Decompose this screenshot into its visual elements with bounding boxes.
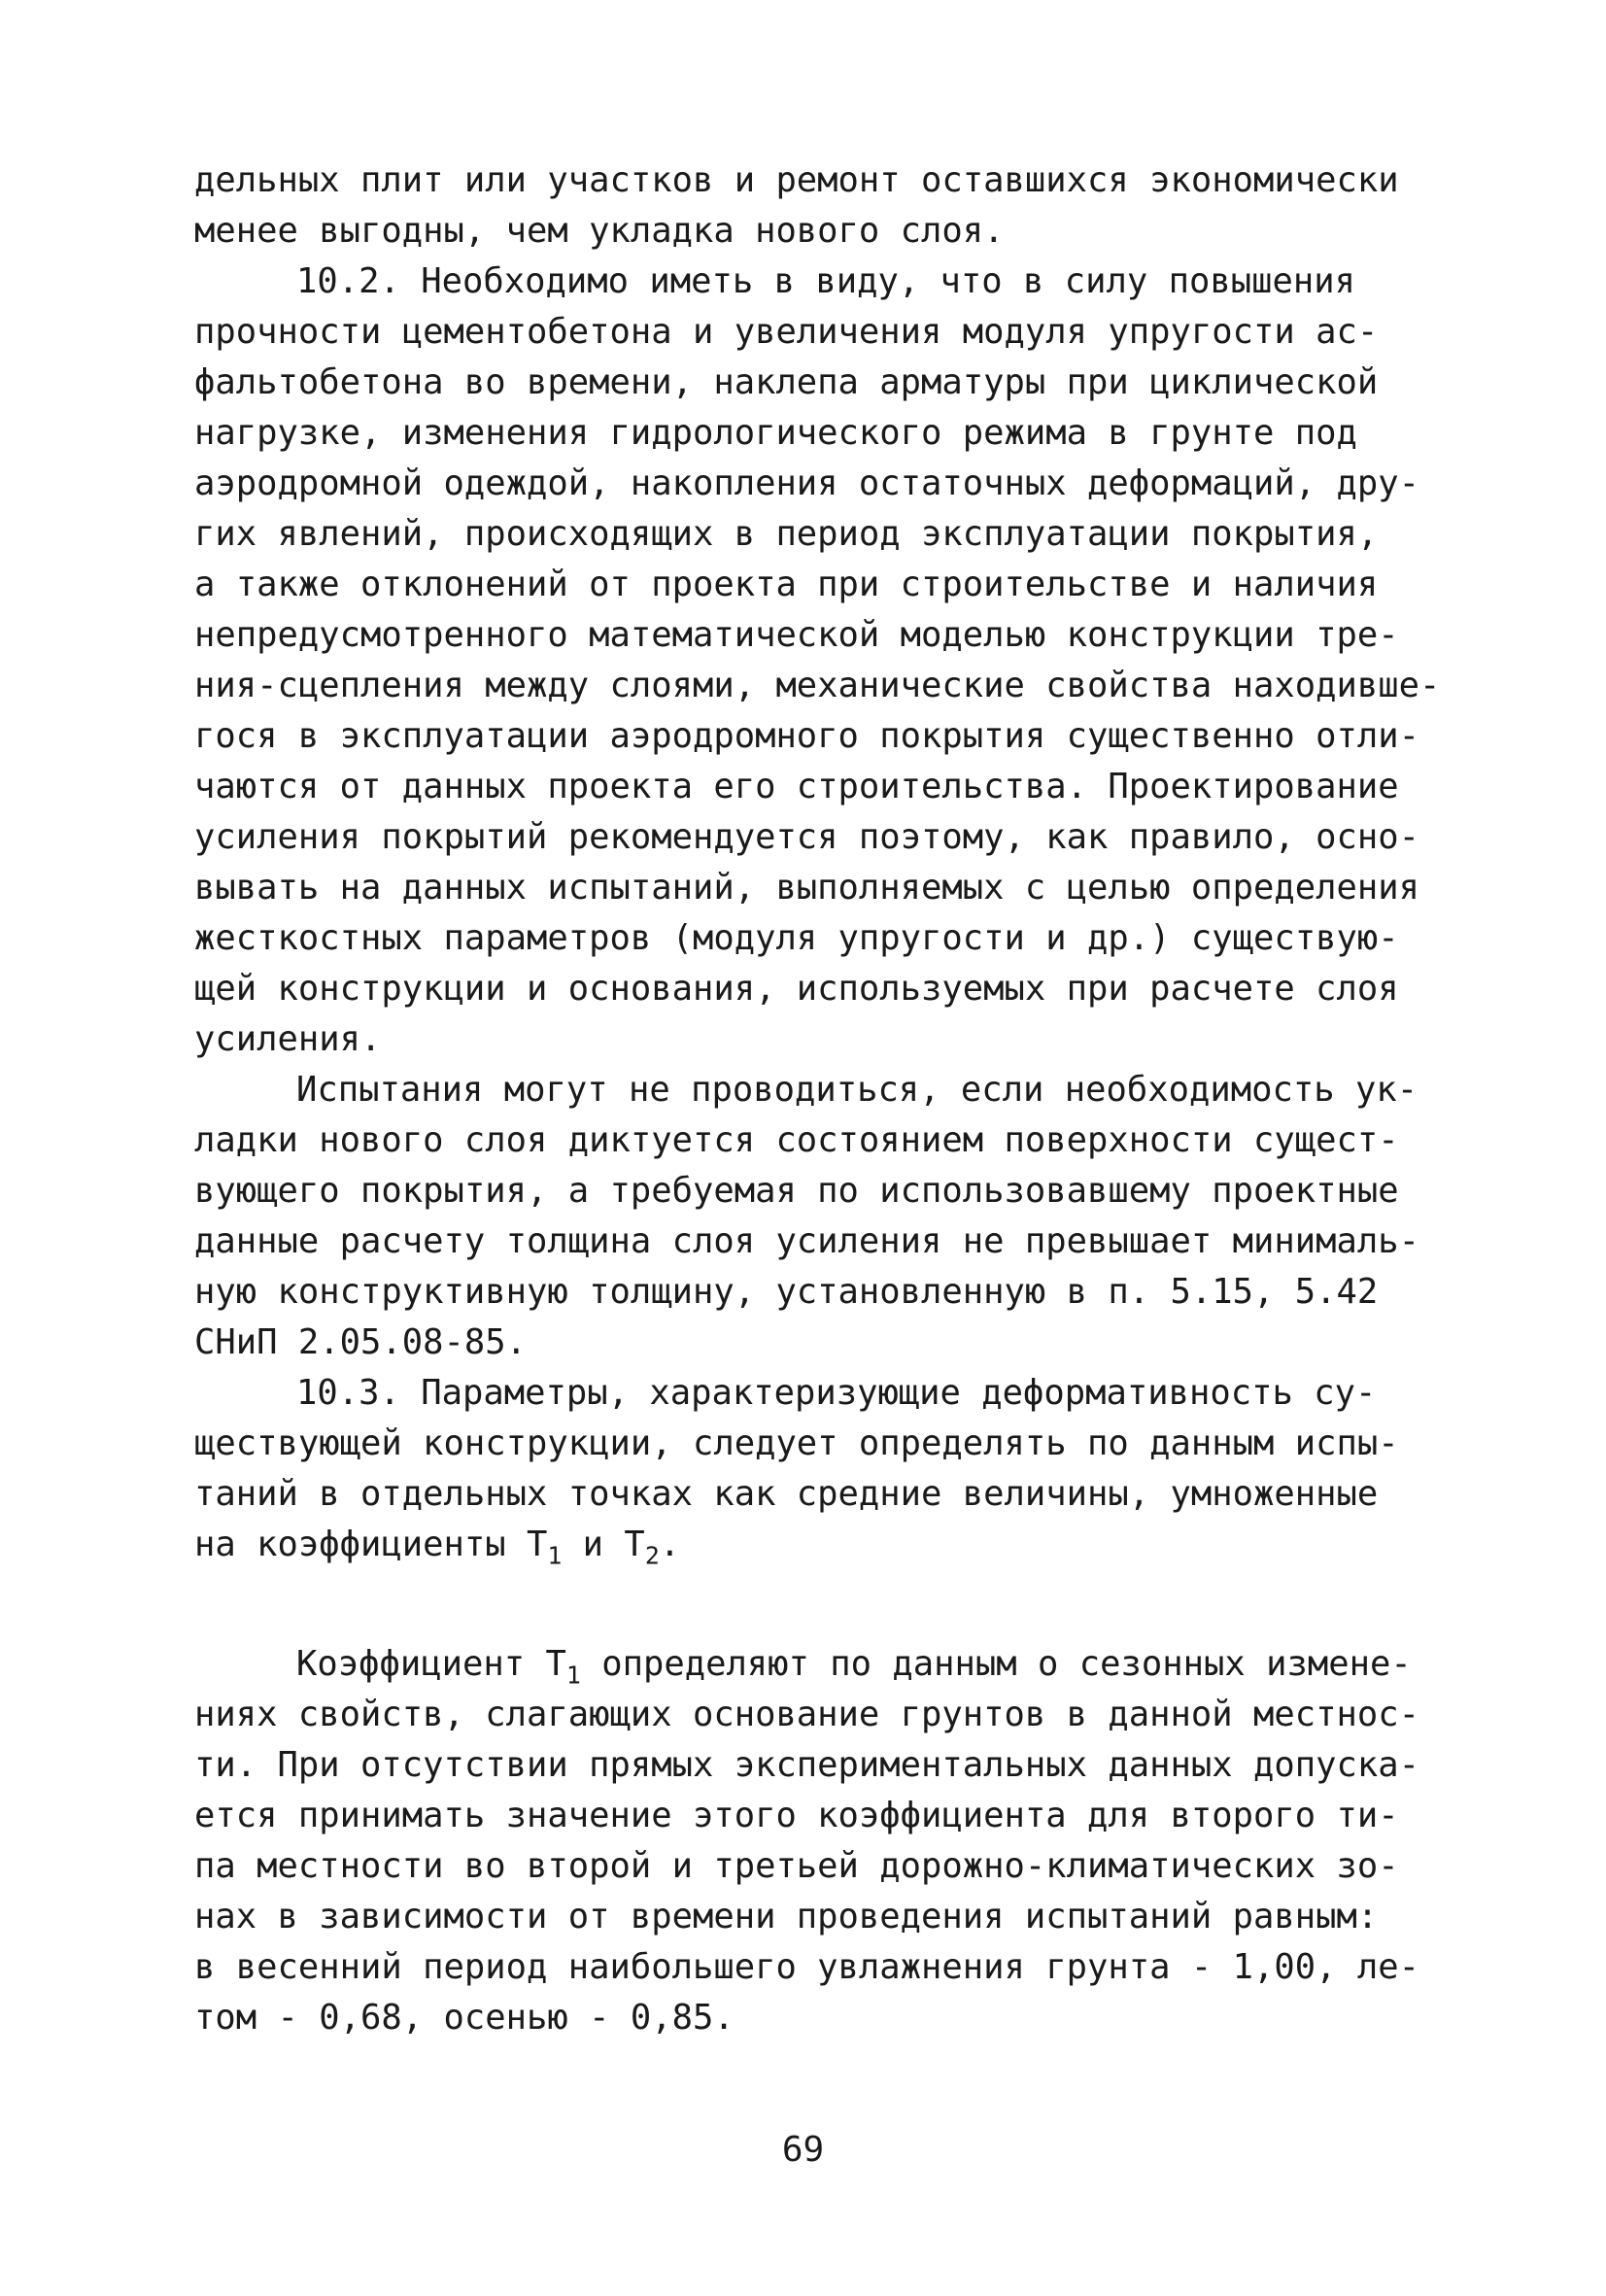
text-line: аэродромной одеждой, накопления остаточных деформаций, дру- [194, 463, 1419, 503]
text-line: ти. При отсутствии прямых экспериментальных данных допуска- [194, 1745, 1419, 1785]
text-line-with-subscripts [194, 1525, 681, 1570]
text-line: СНиП 2.05.08-85. [194, 1322, 527, 1362]
text-line: 10.2. Необходимо иметь в виду, что в силу повышения [296, 261, 1356, 301]
text-line: таний в отдельных точках как средние величины, умноженные [194, 1474, 1379, 1514]
coefficients-text: на коэффициенты T [194, 1525, 548, 1564]
text-line: Испытания могут не проводиться, если необходимость ук- [296, 1070, 1418, 1110]
text-line: гих явлений, происходящих в период эксплуатации покрытия, [194, 514, 1379, 554]
text-line: жесткостных параметров (модуля упругости и др.) существую- [194, 918, 1399, 958]
text-line: ния-сцепления между слоями, механические свойства находивше- [194, 666, 1441, 705]
text-line: усиления покрытий рекомендуется поэтому, как правило, осно- [194, 817, 1419, 857]
text-line: прочности цементобетона и увеличения модуля упругости ас- [194, 312, 1379, 352]
text-line: 10.3. Параметры, характеризующие деформативность су- [296, 1373, 1377, 1413]
text-line: непредусмотренного математической моделью конструкции тре- [194, 615, 1399, 655]
page-number: 69 [781, 2130, 825, 2170]
text-line: дельных плит или участков и ремонт оставшихся экономически [194, 160, 1399, 200]
coefficient-text: определяют по данным о сезонных измене- [580, 1644, 1412, 1684]
subscript-1: 1 [547, 1541, 563, 1570]
text-line: фальтобетона во времени, наклепа арматуры при циклической [194, 362, 1379, 402]
text-line: ладки нового слоя диктуется состоянием поверхности сущест- [194, 1120, 1399, 1160]
text-line: в весенний период наибольшего увлажнения грунта - 1,00, ле- [194, 1947, 1419, 1987]
text-line: а также отклонений от проекта при строительстве и наличия [194, 565, 1379, 604]
text-line: чаются от данных проекта его строительства. Проектирование [194, 767, 1399, 806]
text-line: ную конструктивную толщину, установленную в п. 5.15, 5.42 [194, 1272, 1379, 1312]
text-line: данные расчету толщина слоя усиления не превышает минималь- [194, 1221, 1419, 1261]
subscript-1: 1 [565, 1661, 581, 1690]
text-line: усиления. [194, 1019, 382, 1059]
text-line: менее выгодны, чем укладка нового слоя. [194, 211, 1005, 251]
subscript-2: 2 [644, 1541, 660, 1570]
end-dot: . [659, 1525, 681, 1564]
text-line: щей конструкции и основания, используемых при расчете слоя [194, 969, 1399, 1009]
text-line-with-subscript [296, 1644, 1412, 1690]
text-line: нагрузке, изменения гидрологического режима в грунте под [194, 413, 1357, 453]
text-line: вывать на данных испытаний, выполняемых с целью определения [194, 868, 1419, 908]
coefficient-label: Коэффициент T [296, 1644, 566, 1684]
text-line: том - 0,68, осенью - 0,85. [194, 1998, 735, 2038]
text-line: гося в эксплуатации аэродромного покрытия существенно отли- [194, 716, 1419, 756]
text-line: па местности во второй и третьей дорожно-климатических зо- [194, 1846, 1399, 1886]
text-line: ется принимать значение этого коэффициента для второго ти- [194, 1796, 1399, 1835]
text-line: ниях свойств, слагающих основание грунтов в данной местнос- [194, 1695, 1419, 1734]
text-line: вующего покрытия, а требуемая по использовавшему проектные [194, 1171, 1399, 1211]
text-line: ществующей конструкции, следует определять по данным испы- [194, 1423, 1399, 1463]
text-line: нах в зависимости от времени проведения испытаний равным: [194, 1897, 1379, 1936]
and-word: и T [562, 1525, 645, 1564]
